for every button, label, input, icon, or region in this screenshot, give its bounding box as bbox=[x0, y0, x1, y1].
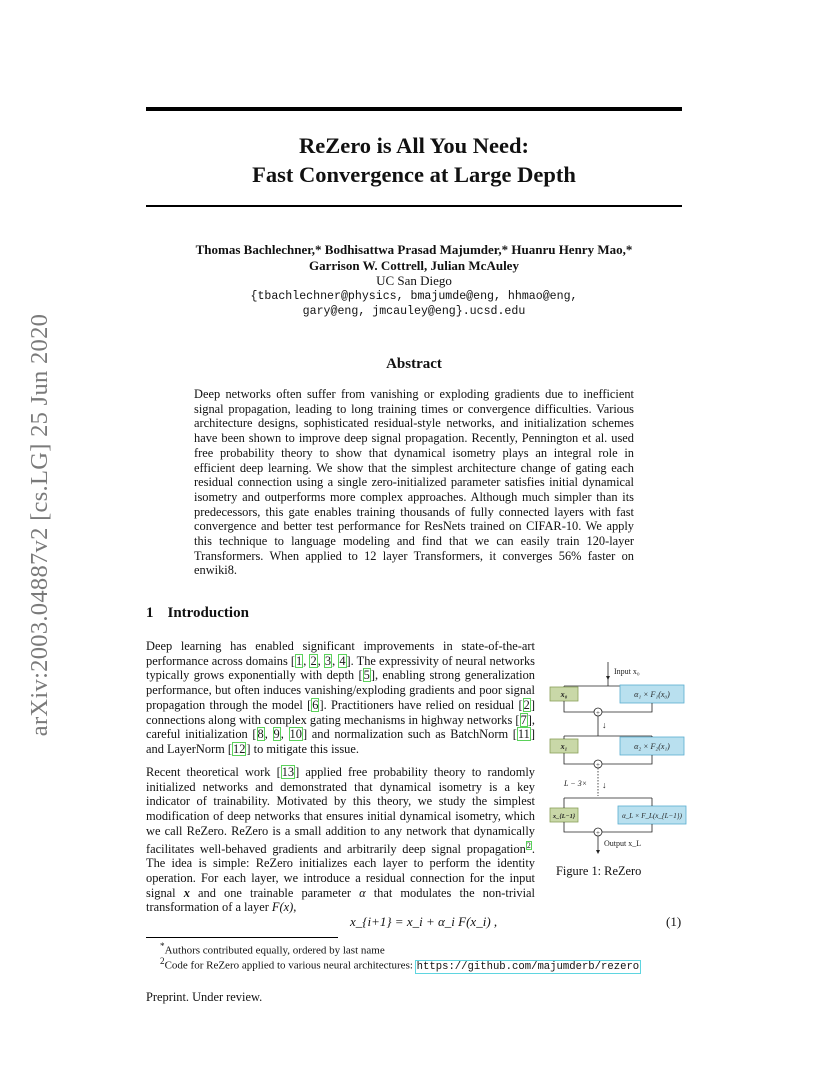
svg-text:↓: ↓ bbox=[602, 720, 607, 730]
footer-note: Preprint. Under review. bbox=[146, 990, 263, 1004]
intro-paragraph-2: Recent theoretical work [13] applied free probability theory to randomly initialized networks and demonstrated that dynamical isometry is a key indicator of trainability. Motivated by this theory, we study the simplest modification of deep networks that ensures initial dynamical isometry, which we call ReZero. ReZero is a small addition to any network that dynamically facilitates well-behaved gradients and arbitrarily deep signal propagation$^2$. The idea is simple: ReZero initializes each layer to perform the identity operation. For each layer, we introduce a residual connection for the input signal x and one trainable parameter α that modulates the non-trivial transformation of a layer F(x), bbox=[146, 765, 536, 915]
affiliation: UC San Diego bbox=[376, 273, 452, 289]
footnote-1: *Authors contributed equally, ordered by last name bbox=[160, 941, 385, 957]
author-emails-2: gary@eng, jmcauley@eng}.ucsd.edu bbox=[302, 305, 526, 319]
citation-link[interactable]: 12 bbox=[233, 741, 246, 756]
paper-title bbox=[146, 131, 682, 189]
equation-1: x_{i+1} = x_i + α_i F(x_i) , bbox=[350, 914, 498, 929]
citation-link[interactable]: 9 bbox=[273, 727, 280, 742]
citation-link[interactable]: 1 bbox=[296, 653, 303, 668]
svg-text:+: + bbox=[596, 709, 600, 717]
svg-text:+: + bbox=[596, 761, 600, 769]
abstract-heading: Abstract bbox=[386, 356, 442, 372]
citation-link[interactable]: 4 bbox=[339, 653, 346, 668]
title-bottom-rule bbox=[146, 205, 682, 207]
svg-text:x₀: x₀ bbox=[560, 690, 568, 699]
citation-link[interactable]: 6 bbox=[312, 697, 319, 712]
author-names-1: Thomas Bachlechner,* Bodhisattwa Prasad Majumder,* Huanru Henry Mao,* bbox=[195, 242, 633, 257]
title-line-1: ReZero is All You Need: bbox=[299, 133, 529, 158]
svg-text:α₁ × F₁(x₀): α₁ × F₁(x₀) bbox=[634, 690, 670, 699]
svg-text:↓: ↓ bbox=[602, 780, 607, 790]
output-label: Output x_L bbox=[604, 839, 642, 848]
citation-link[interactable]: 5 bbox=[363, 668, 370, 683]
svg-text:x₁: x₁ bbox=[560, 742, 568, 751]
svg-text:+: + bbox=[596, 829, 600, 837]
arxiv-sidebar-stamp bbox=[16, 290, 64, 760]
svg-text:x_{L−1}: x_{L−1} bbox=[552, 813, 576, 820]
input-label: Input x₀ bbox=[614, 667, 640, 676]
arxiv-id: arXiv:2003.04887v2 [cs.LG] 25 Jun 2020 bbox=[26, 313, 53, 737]
author-emails-1: {tbachlechner@physics, bmajumde@eng, hhmao@eng, bbox=[250, 289, 578, 303]
citation-link[interactable]: 2 bbox=[310, 653, 317, 668]
citation-link[interactable]: 8 bbox=[257, 727, 264, 742]
footnote-ref-link[interactable]: 2 bbox=[526, 840, 531, 850]
footnote-rule bbox=[146, 937, 338, 938]
svg-text:α_L × F_L(x_{L−1}): α_L × F_L(x_{L−1}) bbox=[622, 812, 682, 820]
intro-paragraph-1: Deep learning has enabled significant improvements in state-of-the-art performance across domains [1, 2, 3, 4]. The expressivity of neural networks typically grows exponentially with depth [5], enabling strong generalization performance, but often induces vanishing/exploding gradients and poor signal propagation through the model [6]. Practitioners have relied on residual [2] connections along with complex gating mechanisms in highway networks [7], careful initialization [8, 9, 10] and normalization such as BatchNorm [11] and LayerNorm [12] to mitigate this issue. bbox=[146, 639, 535, 756]
section-title: Introduction bbox=[167, 605, 249, 621]
citation-link[interactable]: 3 bbox=[324, 653, 332, 668]
equation-number: (1) bbox=[666, 914, 682, 929]
citation-link[interactable]: 7 bbox=[520, 712, 527, 727]
svg-text:α₂ × F₂(x₁): α₂ × F₂(x₁) bbox=[634, 742, 670, 751]
github-link[interactable]: https://github.com/majumderb/rezero bbox=[416, 960, 640, 973]
citation-link[interactable]: 2 bbox=[523, 697, 530, 712]
citation-link[interactable]: 11 bbox=[517, 727, 530, 742]
citation-link[interactable]: 13 bbox=[281, 765, 295, 779]
abstract-text: Deep networks often suffer from vanishing or exploding gradients due to inefficient signal propagation, leading to long training times or convergence difficulties. Various architecture designs, sophisticated residual-style networks, and initialization schemes have been shown to improve deep signal propagation. Recently, Pennington et al. used free probability theory to show that dynamical isometry plays an integral role in efficient deep learning. We show that the simplest architecture change of gating each residual connection using a single zero-initialized parameter satisfies initial dynamical isometry and outperforms more complex approaches. Although much simpler than its predecessors, this gate enables training thousands of fully connected layers with fast convergence and better test performance for ResNets trained on CIFAR-10. We apply this technique to language modeling and find that we can easily train 120-layer Transformers. When applied to 12 layer Transformers, it converges 56% faster on enwiki8. bbox=[194, 387, 634, 578]
section-number: 1 bbox=[146, 605, 154, 621]
repeat-label: L − 3× bbox=[564, 779, 588, 788]
footnote-2: $^2$Code for ReZero applied to various neural architectures: https://github.com/majumderb/rezero bbox=[160, 956, 640, 973]
author-block bbox=[146, 242, 682, 320]
top-rule bbox=[146, 107, 682, 111]
section-heading-introduction bbox=[146, 605, 249, 622]
author-names-2: Garrison W. Cottrell, Julian McAuley bbox=[309, 257, 519, 273]
citation-link[interactable]: 10 bbox=[289, 727, 302, 742]
figure-caption: Figure 1: ReZero bbox=[556, 864, 642, 878]
rezero-diagram bbox=[540, 658, 690, 858]
title-line-2: Fast Convergence at Large Depth bbox=[252, 162, 576, 187]
